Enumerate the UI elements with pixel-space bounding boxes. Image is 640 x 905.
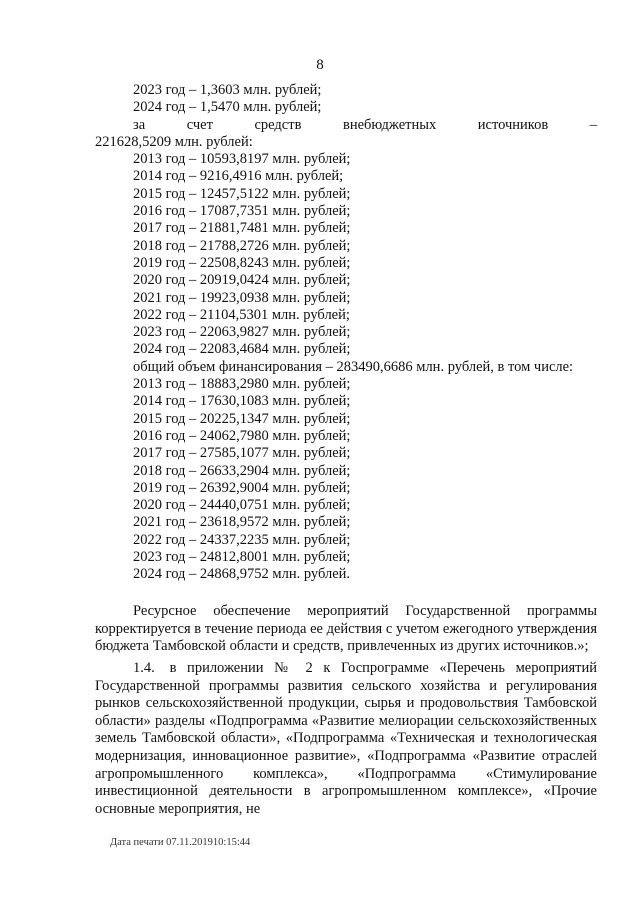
extrabudget-year-line: 2021 год – 19923,0938 млн. рублей; [133, 289, 351, 306]
total-year-line: 2018 год – 26633,2904 млн. рублей; [133, 462, 351, 479]
intro-word: – [589, 116, 597, 133]
funding-line: 2023 год – 1,3603 млн. рублей; [133, 82, 322, 98]
total-funding-intro: общий объем финансирования – 283490,6686 млн. рублей, в том числе: [133, 358, 574, 375]
resource-paragraph: Ресурсное обеспечение мероприятий Государственной программы корректируется в течение периода ее действия с учетом ежегодного утверждения бюджета Тамбовской области и средств, привлеченных из других источников.»; [95, 603, 597, 655]
extrabudget-year-line: 2023 год – 22063,9827 млн. рублей; [133, 324, 351, 341]
page-number: 8 [316, 57, 324, 73]
extrabudget-year-line: 2020 год – 20919,0424 млн. рублей; [133, 272, 351, 289]
total-year-line: 2014 год – 17630,1083 млн. рублей; [133, 393, 351, 410]
extrabudget-year-line: 2019 год – 22508,8243 млн. рублей; [133, 254, 351, 271]
extrabudget-year-line: 2015 год – 12457,5122 млн. рублей; [133, 185, 351, 202]
total-year-line: 2021 год – 23618,9572 млн. рублей; [133, 514, 351, 531]
intro-word: счет [186, 116, 213, 133]
funding-list [95, 82, 597, 584]
item-text: в приложении № 2 к Госпрограмме «Перечень мероприятий Государственной программы развития сельского хозяйства и регулирования рынков сельскохозяйственной продукции, сырья и продовольствия Тамбовской области» разделы «Подпрограмма «Развитие мелиорации сельскохозяйственных земель Тамбовской области», «Подпрограмма «Техническая и технологическая модернизация, инновационное развитие», «Подпрограмма «Развитие отраслей агропромышленного комплекса», «Подпрограмма «Стимулирование инвестиционной деятельности в агропромышленном комплексе», «Прочие основные мероприятия, не [95, 660, 597, 817]
total-year-line: 2020 год – 24440,0751 млн. рублей; [133, 497, 351, 514]
total-year-line: 2017 год – 27585,1077 млн. рублей; [133, 445, 351, 462]
extrabudget-year-line: 2014 год – 9216,4916 млн. рублей; [133, 168, 344, 185]
extrabudget-year-line: 2013 год – 10593,8197 млн. рублей; [133, 151, 351, 168]
total-year-line: 2019 год – 26392,9004 млн. рублей; [133, 479, 351, 496]
total-year-line: 2013 год – 18883,2980 млн. рублей; [133, 376, 351, 393]
print-date-footer: Дата печати 07.11.201910:15:44 [110, 837, 251, 848]
total-year-line: 2016 год – 24062,7980 млн. рублей; [133, 427, 351, 444]
extrabudget-year-line: 2016 год – 17087,7351 млн. рублей; [133, 203, 351, 220]
intro-word: источников [477, 116, 549, 133]
total-year-line: 2022 год – 24337,2235 млн. рублей; [133, 531, 351, 548]
total-year-line: 2023 год – 24812,8001 млн. рублей; [133, 549, 351, 566]
extrabudget-intro [95, 117, 597, 134]
item-number: 1.4. [133, 660, 155, 676]
extrabudget-year-line: 2022 год – 21104,5301 млн. рублей; [133, 306, 350, 323]
total-year-line: 2015 год – 20225,1347 млн. рублей; [133, 410, 351, 427]
intro-word: внебюджетных [342, 116, 437, 133]
intro-word: за [133, 116, 146, 133]
extrabudget-year-line: 2024 год – 22083,4684 млн. рублей; [133, 341, 351, 358]
intro-word: средств [254, 116, 302, 133]
total-year-line: 2024 год – 24868,9752 млн. рублей. [133, 566, 351, 583]
amendment-item [95, 660, 597, 818]
extrabudget-year-line: 2017 год – 21881,7481 млн. рублей; [133, 220, 351, 237]
extrabudget-year-line: 2018 год – 21788,2726 млн. рублей; [133, 237, 351, 254]
funding-line: 2024 год – 1,5470 млн. рублей; [133, 99, 322, 116]
extrabudget-total: 221628,5209 млн. рублей: [95, 133, 253, 150]
